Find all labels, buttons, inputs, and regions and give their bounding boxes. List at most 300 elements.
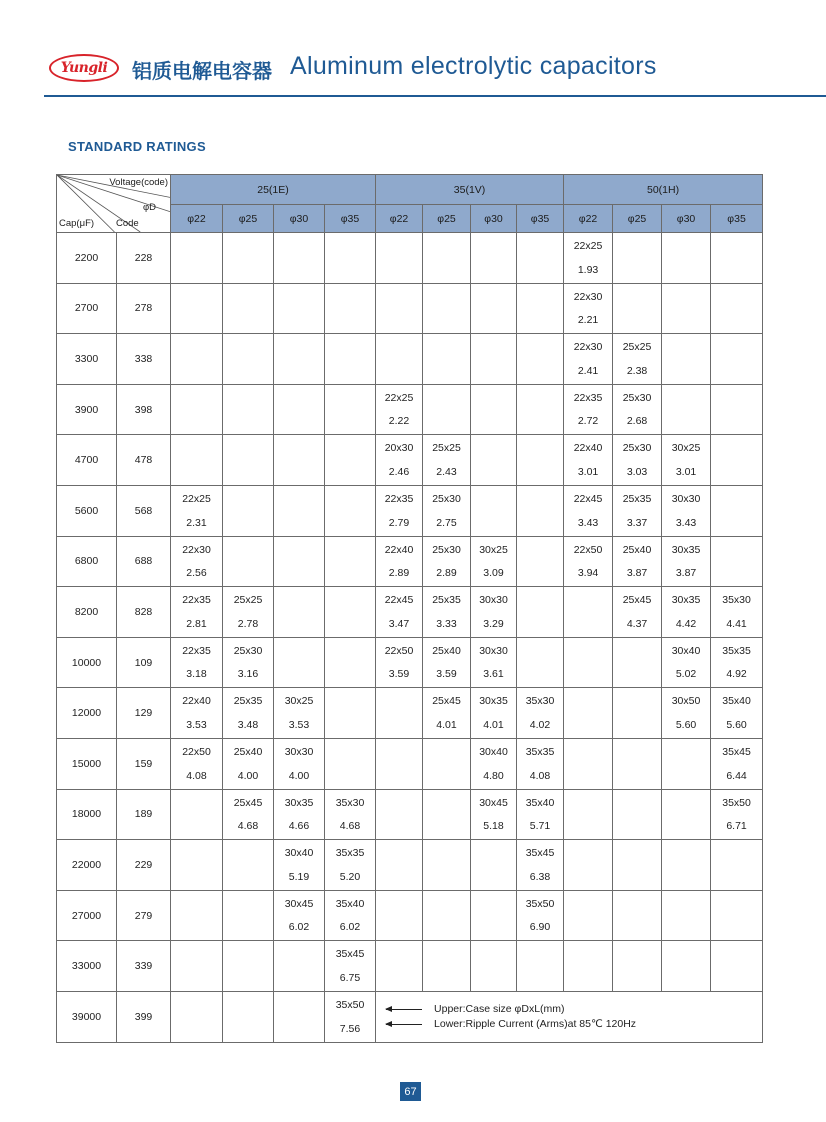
case-size: 30x35 <box>671 594 701 607</box>
case-size: 35x30 <box>335 796 365 809</box>
case-size: 30x45 <box>479 796 508 809</box>
rating-cell <box>325 738 376 789</box>
ripple-current: 6.02 <box>288 921 310 934</box>
rating-cell <box>517 890 564 941</box>
rating-cell <box>662 384 711 435</box>
case-size: 22x40 <box>384 543 414 556</box>
rating-cell <box>171 283 223 334</box>
ripple-current: 3.59 <box>388 668 410 681</box>
rating-cell <box>613 738 662 789</box>
rating-cell <box>471 233 517 284</box>
rating-cell <box>325 536 376 587</box>
rating-cell <box>171 536 223 587</box>
capacitance-cell: 3900 <box>57 384 117 435</box>
legend-line-upper <box>386 1002 762 1017</box>
rating-cell <box>423 688 471 739</box>
ripple-current: 3.53 <box>186 718 207 731</box>
rating-cell <box>223 384 274 435</box>
capacitance-cell: 2200 <box>57 233 117 284</box>
case-size: 20x30 <box>384 442 414 455</box>
rating-cell <box>274 435 325 486</box>
case-size: 22x40 <box>573 442 603 455</box>
case-size: 25x25 <box>233 594 263 607</box>
diameter-header: φ25 <box>423 205 471 233</box>
case-size: 30x30 <box>479 644 508 657</box>
rating-cell <box>274 890 325 941</box>
capacitance-cell: 18000 <box>57 789 117 840</box>
ripple-current: 4.00 <box>237 769 259 782</box>
rating-cell <box>711 233 763 284</box>
case-size: 22x50 <box>182 745 211 758</box>
code-cell: 398 <box>117 384 171 435</box>
rating-cell <box>613 384 662 435</box>
case-size: 30x35 <box>479 695 508 708</box>
capacitance-cell: 10000 <box>57 637 117 688</box>
case-size: 22x35 <box>182 644 211 657</box>
case-size: 22x30 <box>182 543 211 556</box>
capacitance-cell: 8200 <box>57 587 117 638</box>
rating-cell <box>223 637 274 688</box>
rating-cell <box>223 283 274 334</box>
code-cell: 129 <box>117 688 171 739</box>
case-size: 22x25 <box>573 240 603 252</box>
rating-cell <box>613 789 662 840</box>
rating-cell <box>274 587 325 638</box>
rating-cell <box>711 587 763 638</box>
case-size: 22x30 <box>573 290 603 303</box>
code-cell: 109 <box>117 637 171 688</box>
rating-cell <box>662 789 711 840</box>
ripple-current: 4.37 <box>626 617 648 630</box>
rating-cell <box>564 688 613 739</box>
code-cell: 229 <box>117 840 171 891</box>
rating-cell <box>325 890 376 941</box>
ripple-current: 3.01 <box>577 465 599 478</box>
ripple-current: 2.72 <box>577 415 599 428</box>
rating-cell <box>517 587 564 638</box>
rating-cell <box>564 384 613 435</box>
rating-cell <box>613 233 662 284</box>
diameter-header: φ25 <box>613 205 662 233</box>
case-size: 22x25 <box>182 492 211 505</box>
table-legend <box>376 991 763 1042</box>
rating-cell <box>325 941 376 992</box>
rating-cell <box>325 384 376 435</box>
ripple-current: 3.03 <box>626 465 648 478</box>
rating-cell <box>711 435 763 486</box>
rating-cell <box>325 637 376 688</box>
rating-cell <box>274 840 325 891</box>
rating-cell <box>564 587 613 638</box>
rating-cell <box>662 840 711 891</box>
ripple-current: 4.01 <box>483 718 504 731</box>
rating-cell <box>517 384 564 435</box>
rating-cell <box>376 536 423 587</box>
code-label: Code <box>116 218 139 229</box>
rating-cell <box>564 485 613 536</box>
voltage-group-35: 35(1V) <box>376 175 564 205</box>
rating-cell <box>564 840 613 891</box>
table-row <box>57 991 763 1042</box>
rating-cell <box>423 738 471 789</box>
rating-cell <box>613 890 662 941</box>
capacitance-cell: 22000 <box>57 840 117 891</box>
rating-cell <box>471 941 517 992</box>
ripple-current: 4.80 <box>483 769 504 782</box>
rating-cell <box>376 435 423 486</box>
ripple-current: 3.37 <box>626 516 648 529</box>
rating-cell <box>711 789 763 840</box>
rating-cell <box>471 536 517 587</box>
case-size: 30x25 <box>671 442 701 455</box>
case-size: 25x25 <box>622 341 652 354</box>
rating-cell <box>223 890 274 941</box>
table-row <box>57 435 763 486</box>
case-size: 35x50 <box>335 998 365 1011</box>
rating-cell <box>171 789 223 840</box>
rating-cell <box>662 435 711 486</box>
case-size: 30x30 <box>479 594 508 607</box>
case-size: 35x35 <box>335 847 365 860</box>
rating-cell <box>613 536 662 587</box>
rating-cell <box>471 334 517 385</box>
rating-cell <box>471 283 517 334</box>
rating-cell <box>376 840 423 891</box>
header-divider <box>44 95 826 97</box>
case-size: 25x30 <box>233 644 263 657</box>
rating-cell <box>223 334 274 385</box>
rating-cell <box>325 587 376 638</box>
rating-cell <box>517 941 564 992</box>
ripple-current: 3.43 <box>675 516 697 529</box>
case-size: 25x40 <box>622 543 652 556</box>
section-title: STANDARD RATINGS <box>68 139 206 154</box>
rating-cell <box>274 991 325 1042</box>
rating-cell <box>517 283 564 334</box>
voltage-group-25: 25(1E) <box>171 175 376 205</box>
ripple-current: 2.89 <box>436 567 457 580</box>
rating-cell <box>711 334 763 385</box>
rating-cell <box>564 789 613 840</box>
table-row <box>57 587 763 638</box>
case-size: 35x40 <box>722 695 751 708</box>
diameter-header: φ30 <box>471 205 517 233</box>
case-size: 30x30 <box>671 492 701 505</box>
case-size: 22x25 <box>384 391 414 404</box>
ripple-current: 5.18 <box>483 820 504 833</box>
ripple-current: 2.78 <box>237 617 259 630</box>
ripple-current: 2.46 <box>388 465 410 478</box>
capacitance-cell: 3300 <box>57 334 117 385</box>
ripple-current: 4.42 <box>675 617 697 630</box>
ripple-current: 7.56 <box>339 1022 361 1035</box>
case-size: 30x35 <box>284 796 314 809</box>
case-size: 35x35 <box>525 745 555 758</box>
legend-lower-text: Lower:Ripple Current (Arms)at 85℃ 120Hz <box>434 1018 637 1031</box>
rating-cell <box>376 233 423 284</box>
rating-cell <box>223 587 274 638</box>
capacitance-cell: 33000 <box>57 941 117 992</box>
rating-cell <box>662 941 711 992</box>
rating-cell <box>423 536 471 587</box>
case-size: 35x50 <box>722 796 751 809</box>
code-cell: 159 <box>117 738 171 789</box>
case-size: 22x35 <box>384 492 414 505</box>
rating-cell <box>423 890 471 941</box>
rating-cell <box>662 485 711 536</box>
title-chinese: 铝质电解电容器 <box>132 59 272 83</box>
ripple-current: 3.47 <box>388 617 410 630</box>
rating-cell <box>274 384 325 435</box>
rating-cell <box>171 587 223 638</box>
rating-cell <box>517 435 564 486</box>
ripple-current: 2.75 <box>436 516 457 529</box>
rating-cell <box>517 485 564 536</box>
rating-cell <box>274 485 325 536</box>
rating-cell <box>325 334 376 385</box>
rating-cell <box>325 435 376 486</box>
ripple-current: 2.31 <box>186 516 207 529</box>
rating-cell <box>662 283 711 334</box>
ripple-current: 6.90 <box>529 921 551 934</box>
code-cell: 399 <box>117 991 171 1042</box>
ripple-current: 3.87 <box>626 567 648 580</box>
rating-cell <box>471 738 517 789</box>
rating-cell <box>376 334 423 385</box>
diameter-header: φ25 <box>223 205 274 233</box>
ripple-current: 6.38 <box>529 870 551 883</box>
ripple-current: 4.41 <box>726 617 747 630</box>
rating-cell <box>662 536 711 587</box>
ripple-current: 5.60 <box>675 718 697 731</box>
table-row <box>57 688 763 739</box>
table-row <box>57 789 763 840</box>
case-size: 25x30 <box>622 442 652 455</box>
rating-cell <box>613 587 662 638</box>
rating-cell <box>171 991 223 1042</box>
rating-cell <box>711 890 763 941</box>
ratings-table <box>56 174 763 1043</box>
rating-cell <box>662 637 711 688</box>
ripple-current: 4.02 <box>529 718 551 731</box>
rating-cell <box>325 789 376 840</box>
rating-cell <box>171 688 223 739</box>
table-row <box>57 283 763 334</box>
case-size: 22x45 <box>573 492 603 505</box>
code-cell: 339 <box>117 941 171 992</box>
rating-cell <box>517 233 564 284</box>
case-size: 30x50 <box>671 695 701 708</box>
case-size: 25x40 <box>233 745 263 758</box>
logo-text: Yungli <box>60 60 108 76</box>
rating-cell <box>274 941 325 992</box>
rating-cell <box>171 485 223 536</box>
ripple-current: 3.16 <box>237 668 259 681</box>
ripple-current: 4.92 <box>726 668 747 681</box>
ripple-current: 3.94 <box>577 567 599 580</box>
rating-cell <box>662 688 711 739</box>
legend-upper-text: Upper:Case size φDxL(mm) <box>434 1003 565 1016</box>
table-row <box>57 738 763 789</box>
table-row <box>57 941 763 992</box>
rating-cell <box>423 283 471 334</box>
table-corner-header <box>57 175 171 233</box>
case-size: 22x50 <box>384 644 414 657</box>
rating-cell <box>471 435 517 486</box>
rating-cell <box>274 789 325 840</box>
ripple-current: 3.87 <box>675 567 697 580</box>
rating-cell <box>274 637 325 688</box>
ripple-current: 3.48 <box>237 718 259 731</box>
rating-cell <box>223 789 274 840</box>
ripple-current: 6.75 <box>339 971 361 984</box>
case-size: 35x45 <box>525 847 555 860</box>
diameter-header: φ30 <box>662 205 711 233</box>
rating-cell <box>471 485 517 536</box>
ripple-current: 6.71 <box>726 820 747 833</box>
case-size: 30x40 <box>284 847 314 860</box>
table-row <box>57 637 763 688</box>
rating-cell <box>223 233 274 284</box>
diameter-header: φ30 <box>274 205 325 233</box>
rating-cell <box>423 789 471 840</box>
case-size: 25x35 <box>233 695 263 708</box>
rating-cell <box>325 840 376 891</box>
ripple-current: 3.61 <box>483 668 504 681</box>
diameter-header: φ35 <box>711 205 763 233</box>
rating-cell <box>711 688 763 739</box>
case-size: 22x35 <box>182 594 211 607</box>
rating-cell <box>471 840 517 891</box>
case-size: 35x45 <box>722 745 751 758</box>
rating-cell <box>376 941 423 992</box>
table-row <box>57 334 763 385</box>
rating-cell <box>223 941 274 992</box>
rating-cell <box>171 334 223 385</box>
rating-cell <box>711 283 763 334</box>
rating-cell <box>517 789 564 840</box>
case-size: 25x35 <box>622 492 652 505</box>
rating-cell <box>376 738 423 789</box>
diameter-header: φ35 <box>325 205 376 233</box>
rating-cell <box>564 435 613 486</box>
rating-cell <box>662 233 711 284</box>
rating-cell <box>171 738 223 789</box>
table-row <box>57 485 763 536</box>
rating-cell <box>613 435 662 486</box>
case-size: 30x35 <box>671 543 701 556</box>
ripple-current: 4.66 <box>288 820 310 833</box>
rating-cell <box>171 233 223 284</box>
rating-cell <box>564 738 613 789</box>
rating-cell <box>711 637 763 688</box>
rating-cell <box>223 991 274 1042</box>
rating-cell <box>171 384 223 435</box>
rating-cell <box>564 941 613 992</box>
table-row <box>57 890 763 941</box>
case-size: 30x25 <box>479 543 508 556</box>
case-size: 25x30 <box>432 543 461 556</box>
case-size: 25x45 <box>432 695 461 708</box>
rating-cell <box>711 384 763 435</box>
ripple-current: 3.18 <box>186 668 207 681</box>
page-number: 67 <box>400 1082 421 1101</box>
capacitance-cell: 2700 <box>57 283 117 334</box>
diameter-label: φD <box>142 202 156 213</box>
case-size: 25x45 <box>233 796 263 809</box>
ripple-current: 4.08 <box>186 769 207 782</box>
ripple-current: 3.01 <box>675 465 697 478</box>
rating-cell <box>274 233 325 284</box>
rating-cell <box>613 485 662 536</box>
ripple-current: 2.79 <box>388 516 410 529</box>
code-cell: 228 <box>117 233 171 284</box>
code-cell: 278 <box>117 283 171 334</box>
case-size: 25x30 <box>432 492 461 505</box>
rating-cell <box>325 233 376 284</box>
rating-cell <box>171 840 223 891</box>
rating-cell <box>171 890 223 941</box>
case-size: 25x45 <box>622 594 652 607</box>
rating-cell <box>423 941 471 992</box>
rating-cell <box>517 334 564 385</box>
rating-cell <box>564 637 613 688</box>
ripple-current: 3.09 <box>483 567 504 580</box>
capacitance-cell: 5600 <box>57 485 117 536</box>
rating-cell <box>711 485 763 536</box>
title-english: Aluminum electrolytic capacitors <box>290 52 657 80</box>
rating-cell <box>223 485 274 536</box>
rating-cell <box>711 738 763 789</box>
rating-cell <box>613 941 662 992</box>
case-size: 25x40 <box>432 644 461 657</box>
capacitance-cell: 27000 <box>57 890 117 941</box>
code-cell: 189 <box>117 789 171 840</box>
case-size: 35x50 <box>525 897 555 910</box>
rating-cell <box>662 890 711 941</box>
rating-cell <box>223 536 274 587</box>
rating-cell <box>423 384 471 435</box>
arrow-left-icon <box>386 1009 422 1010</box>
ripple-current: 2.22 <box>388 415 410 428</box>
case-size: 30x40 <box>479 745 508 758</box>
ripple-current: 5.60 <box>726 718 747 731</box>
diameter-header: φ35 <box>517 205 564 233</box>
rating-cell <box>471 890 517 941</box>
table-row <box>57 384 763 435</box>
ripple-current: 4.00 <box>288 769 310 782</box>
table-row <box>57 536 763 587</box>
rating-cell <box>471 637 517 688</box>
rating-cell <box>325 485 376 536</box>
table-row <box>57 840 763 891</box>
rating-cell <box>171 637 223 688</box>
rating-cell <box>376 283 423 334</box>
rating-cell <box>517 637 564 688</box>
rating-cell <box>517 536 564 587</box>
rating-cell <box>376 587 423 638</box>
ripple-current: 6.44 <box>726 769 747 782</box>
ripple-current: 2.89 <box>388 567 410 580</box>
rating-cell <box>517 840 564 891</box>
ripple-current: 2.21 <box>577 314 599 327</box>
rating-cell <box>517 738 564 789</box>
rating-cell <box>274 283 325 334</box>
rating-cell <box>711 941 763 992</box>
rating-cell <box>662 587 711 638</box>
code-cell: 688 <box>117 536 171 587</box>
rating-cell <box>423 587 471 638</box>
